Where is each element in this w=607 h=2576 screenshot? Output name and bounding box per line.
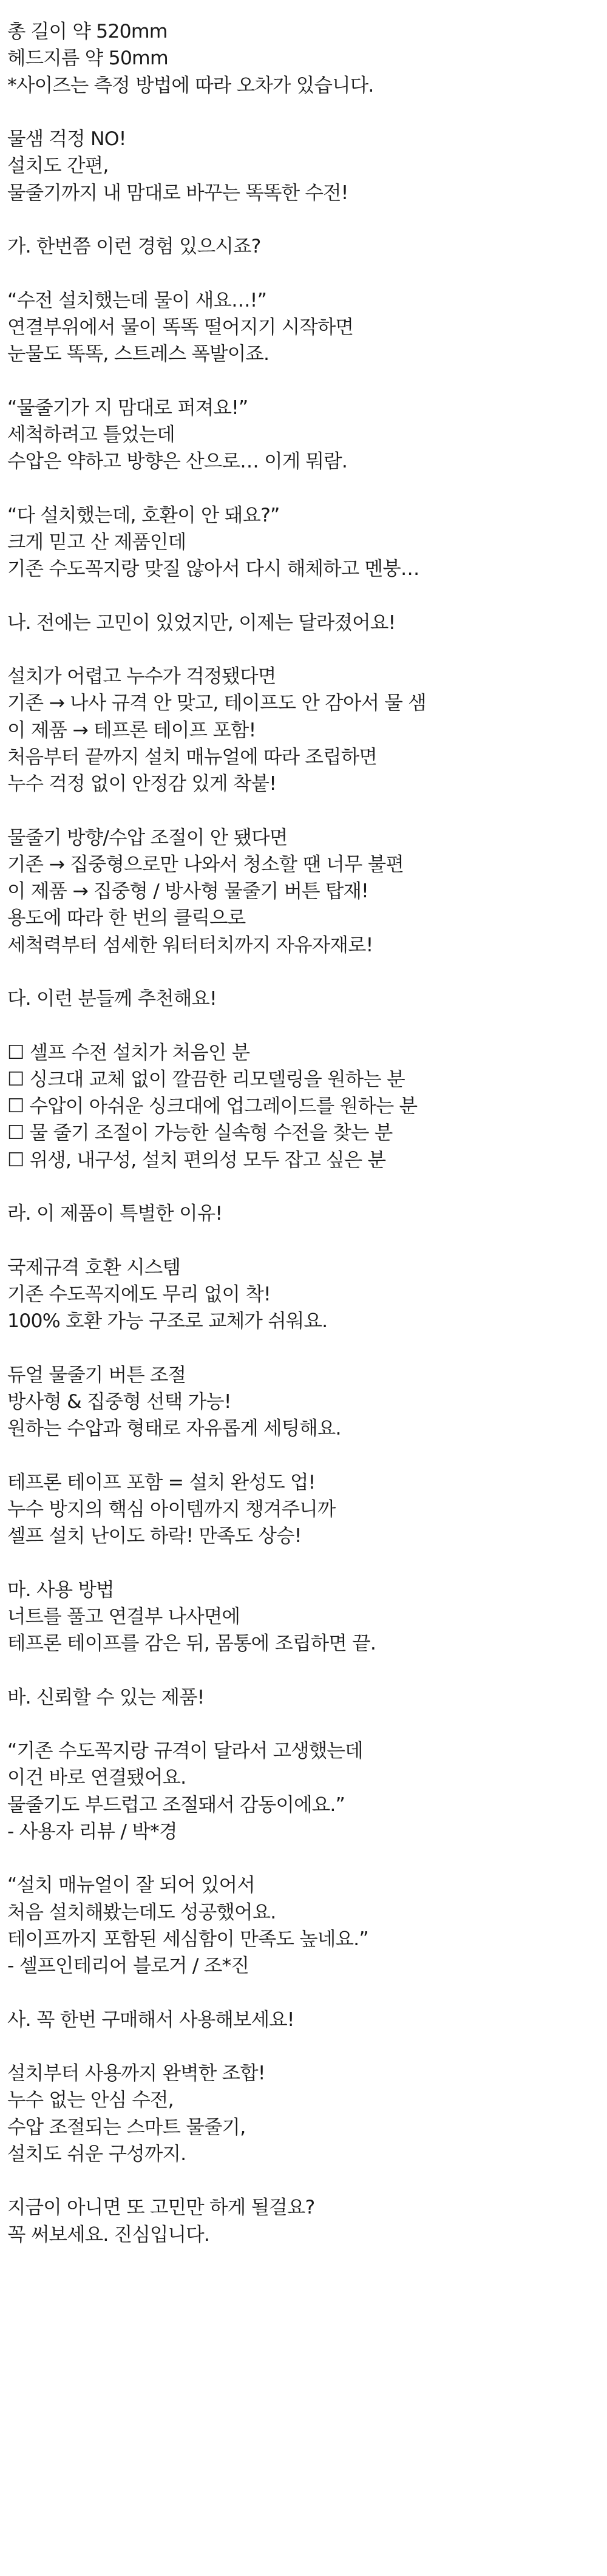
text-line: 라. 이 제품이 특별한 이유!	[7, 1203, 223, 1225]
text-line: ☐ 싱크대 교체 없이 깔끔한 리모델링을 원하는 분	[7, 1068, 405, 1090]
text-line: 나. 전에는 고민이 있었지만, 이제는 달라졌어요!	[7, 611, 396, 634]
text-line: 테프론 테이프 포함 = 설치 완성도 업!	[7, 1471, 316, 1494]
text-line: 물줄기 방향/수압 조절이 안 됐다면	[7, 826, 288, 849]
paragraph-gap	[7, 2033, 600, 2060]
text-line: 셀프 설치 난이도 하락! 만족도 상승!	[7, 1525, 302, 1547]
paragraph-gap	[7, 367, 600, 394]
text-line: 가. 한번쯤 이런 경험 있으시죠?	[7, 236, 261, 257]
text-line: 연결부위에서 물이 똑똑 떨어지기 시작하면	[7, 316, 354, 338]
text-line: 기존 수도꼭지랑 맞질 않아서 다시 해체하고 멘붕…	[7, 558, 419, 580]
paragraph-gap	[7, 1549, 600, 1576]
text-line: 수압 조절되는 스마트 물줄기,	[7, 2116, 246, 2138]
text-line: 설치부터 사용까지 완벽한 조합!	[7, 2062, 265, 2084]
text-line: - 사용자 리뷰 / 박*경	[7, 1820, 177, 1843]
paragraph-gap	[7, 1334, 600, 1361]
text-line: 다. 이런 분들께 추천해요!	[7, 988, 217, 1010]
text-line: 눈물도 똑똑, 스트레스 폭발이죠.	[7, 343, 270, 365]
text-line: 헤드지름 약 50mm	[7, 47, 168, 70]
text-line: “기존 수도꼭지랑 규격이 달라서 고생했는데	[7, 1740, 363, 1762]
text-line: “물줄기가 지 맘대로 퍼져요!”	[7, 396, 248, 419]
text-line: 이 제품 → 테프론 테이프 포함!	[7, 719, 256, 741]
product-description-document	[7, 18, 600, 2248]
text-line: 처음 설치해봤는데도 성공했어요.	[7, 1901, 276, 1923]
text-line: “다 설치했는데, 호환이 안 돼요?”	[7, 504, 280, 526]
text-line: 너트를 풀고 연결부 나사면에	[7, 1605, 240, 1628]
paragraph-gap	[7, 206, 600, 233]
text-line: 테이프까지 포함된 세심함이 만족도 높네요.”	[7, 1928, 368, 1950]
paragraph-gap	[7, 1845, 600, 1872]
text-line: 설치가 어렵고 누수가 걱정됐다면	[7, 665, 276, 687]
text-line: 듀얼 물줄기 버튼 조절	[7, 1364, 186, 1386]
paragraph-gap	[7, 582, 600, 609]
text-line: 100% 호환 가능 구조로 교체가 쉬워요.	[7, 1310, 328, 1332]
text-line: 물줄기까지 내 맘대로 바꾸는 똑똑한 수전!	[7, 182, 348, 204]
text-line: 수압은 약하고 방향은 산으로… 이게 뭐람.	[7, 450, 348, 472]
text-line: 기존 → 나사 규격 안 맞고, 테이프도 안 감아서 물 샘	[7, 692, 426, 715]
text-line: ☐ 셀프 수전 설치가 처음인 분	[7, 1041, 250, 1064]
text-line: 이 제품 → 집중형 / 방사형 물줄기 버튼 탑재!	[7, 880, 369, 902]
paragraph-gap	[7, 797, 600, 824]
text-line: 지금이 아니면 또 고민만 하게 될걸요?	[7, 2197, 315, 2219]
text-line: 국제규격 호환 시스템	[7, 1256, 181, 1279]
text-line: 기존 → 집중형으로만 나와서 청소할 땐 너무 불편	[7, 853, 404, 875]
text-line: 물샘 걱정 NO!	[7, 128, 126, 150]
paragraph-gap	[7, 475, 600, 501]
text-line: 처음부터 끝까지 설치 매뉴얼에 따라 조립하면	[7, 746, 378, 768]
text-line: 사. 꼭 한번 구매해서 사용해보세요!	[7, 2008, 294, 2031]
text-line: 꼭 써보세요. 진심입니다.	[7, 2223, 210, 2246]
paragraph-gap	[7, 1711, 600, 1738]
paragraph-gap	[7, 1979, 600, 2006]
text-line: 설치도 쉬운 구성까지.	[7, 2143, 186, 2165]
text-line: “수전 설치했는데 물이 새요…!”	[7, 289, 267, 311]
text-line: 마. 사용 방법	[7, 1579, 114, 1601]
paragraph-gap	[7, 1174, 600, 1200]
text-line: 물줄기도 부드럽고 조절돼서 감동이에요.”	[7, 1793, 345, 1816]
paragraph-gap	[7, 1657, 600, 1684]
paragraph-gap	[7, 959, 600, 985]
text-line: 누수 걱정 없이 안정감 있게 착붙!	[7, 773, 277, 795]
paragraph-gap	[7, 1227, 600, 1254]
text-line: 용도에 따라 한 번의 클릭으로	[7, 907, 246, 929]
text-line: 원하는 수압과 형태로 자유롭게 세팅해요.	[7, 1418, 341, 1439]
text-line: ☐ 물 줄기 조절이 가능한 실속형 수전을 찾는 분	[7, 1122, 393, 1144]
text-line: ☐ 수압이 아쉬운 싱크대에 업그레이드를 원하는 분	[7, 1095, 418, 1117]
text-line: 크게 믿고 산 제품인데	[7, 531, 186, 553]
text-line: 누수 없는 안심 수전,	[7, 2089, 174, 2112]
text-line: 이건 바로 연결됐어요.	[7, 1767, 186, 1789]
text-line: 기존 수도꼭지에도 무리 없이 착!	[7, 1283, 271, 1305]
text-line: *사이즈는 측정 방법에 따라 오차가 있습니다.	[7, 74, 374, 97]
text-line: 세척하려고 틀었는데	[7, 423, 175, 446]
paragraph-gap	[7, 99, 600, 126]
paragraph-gap	[7, 636, 600, 663]
text-line: 테프론 테이프를 감은 뒤, 몸통에 조립하면 끝.	[7, 1633, 376, 1654]
text-line: 방사형 & 집중형 선택 가능!	[7, 1390, 231, 1413]
text-line: 총 길이 약 520mm	[7, 21, 168, 42]
paragraph-gap	[7, 260, 600, 287]
text-line: “설치 매뉴얼이 잘 되어 있어서	[7, 1874, 255, 1897]
text-line: ☐ 위생, 내구성, 설치 편의성 모두 잡고 싶은 분	[7, 1149, 386, 1171]
text-line: 누수 방지의 핵심 아이템까지 챙겨주니까	[7, 1498, 336, 1520]
paragraph-gap	[7, 1012, 600, 1039]
text-line: 설치도 간편,	[7, 155, 109, 177]
paragraph-gap	[7, 1442, 600, 1469]
text-line: - 셀프인테리어 블로거 / 조*진	[7, 1955, 249, 1977]
paragraph-gap	[7, 2167, 600, 2194]
text-line: 바. 신뢰할 수 있는 제품!	[7, 1686, 205, 1708]
text-line: 세척력부터 섬세한 워터터치까지 자유자재로!	[7, 934, 373, 956]
